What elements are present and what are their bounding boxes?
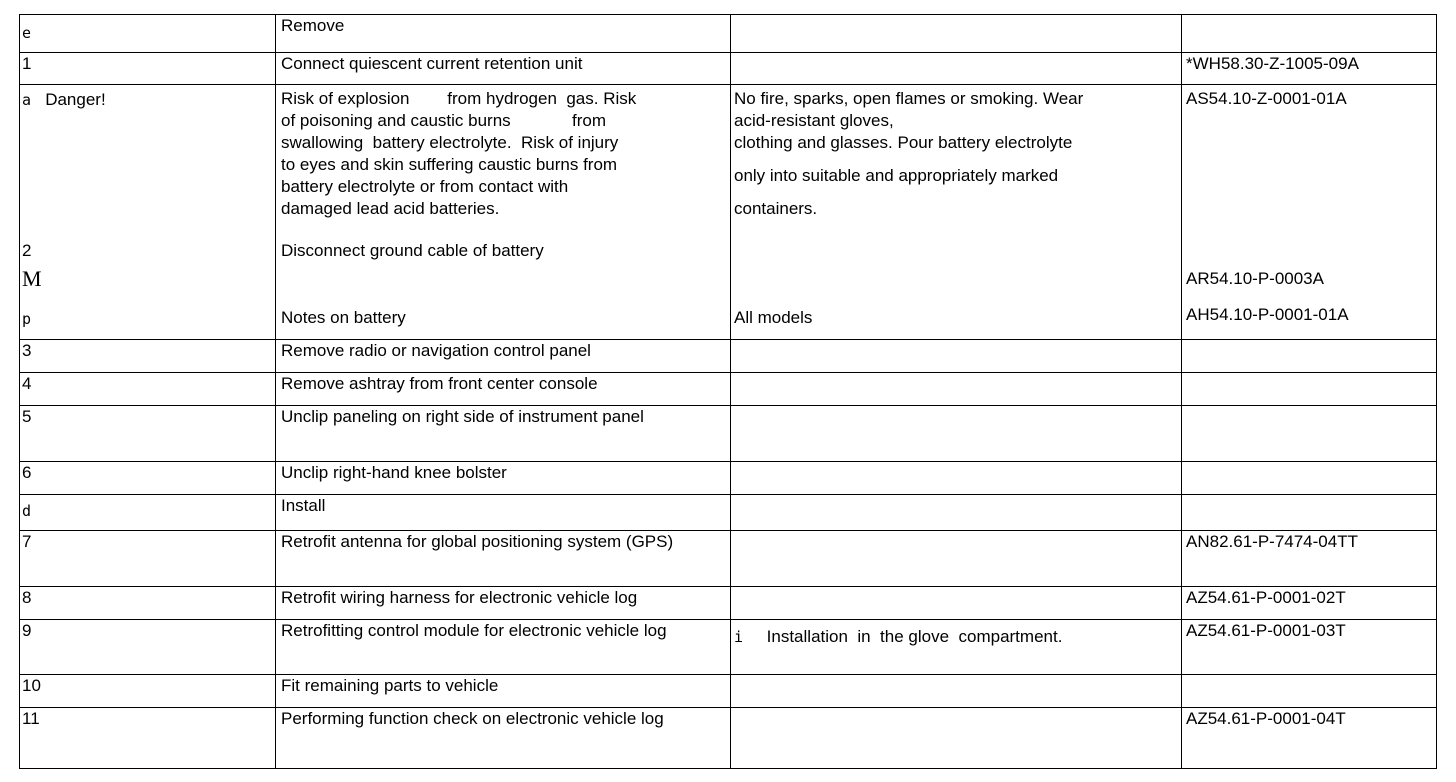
step-number: 8 — [22, 588, 32, 607]
step-number-cell — [20, 620, 276, 675]
step-text: Remove radio or navigation control panel — [281, 341, 591, 360]
step-text-cell — [276, 406, 731, 462]
empty-cell — [731, 531, 1182, 587]
danger-line: swallowing battery electrolyte. Risk of injury — [281, 133, 619, 152]
step-text-cell — [276, 340, 731, 373]
empty-cell — [731, 340, 1182, 373]
safety-measures — [734, 88, 1083, 220]
step-text: Retrofit wiring harness for electronic vehicle log — [281, 588, 638, 607]
step-number: 4 — [22, 374, 32, 393]
reference-cell[interactable] — [1182, 620, 1437, 675]
danger-line: to eyes and skin suffering caustic burns from — [281, 155, 618, 174]
measure-line: No fire, sparks, open flames or smoking. Wear — [734, 89, 1084, 108]
danger-line: damaged lead acid batteries. — [281, 199, 500, 218]
step-number: 3 — [22, 341, 32, 360]
step-text-cell — [276, 708, 731, 769]
step-number-cell — [20, 462, 276, 495]
m-symbol: M — [22, 266, 42, 291]
step-text-cell — [276, 675, 731, 708]
step-text: Retrofitting control module for electronic vehicle log — [281, 621, 667, 640]
reference-cell[interactable] — [1182, 531, 1437, 587]
empty-cell — [731, 406, 1182, 462]
empty-cell — [1182, 675, 1437, 708]
symbol-cell — [20, 495, 276, 531]
reference-link[interactable]: *WH58.30-Z-1005-09A — [1186, 54, 1359, 73]
reference-cell — [1182, 85, 1437, 340]
reference-link[interactable]: AZ54.61-P-0001-02T — [1186, 588, 1346, 607]
table-row — [20, 675, 1437, 708]
empty-cell — [731, 675, 1182, 708]
empty-cell — [731, 495, 1182, 531]
danger-label-text: Danger! — [45, 90, 106, 109]
table-row-block — [20, 85, 1437, 340]
danger-line: of poisoning and caustic burns from — [281, 111, 607, 130]
table-row — [20, 495, 1437, 531]
empty-cell — [1182, 340, 1437, 373]
reference-link[interactable]: AS54.10-Z-0001-01A — [1186, 89, 1347, 108]
step-number-cell — [20, 587, 276, 620]
step-text-cell — [276, 587, 731, 620]
empty-cell — [1182, 495, 1437, 531]
step-number-cell — [20, 708, 276, 769]
reference-cell[interactable] — [1182, 53, 1437, 85]
measure-line: acid-resistant gloves, — [734, 111, 894, 130]
step-number: 9 — [22, 621, 32, 640]
step-text-cell — [276, 15, 731, 53]
table-row — [20, 340, 1437, 373]
step-number: 11 — [22, 709, 40, 728]
step-text: Remove ashtray from front center console — [281, 374, 598, 393]
step-number-cell — [20, 675, 276, 708]
remove-symbol: e — [22, 24, 32, 42]
table-row — [20, 531, 1437, 587]
notes-link[interactable]: Notes on battery — [281, 308, 406, 327]
step-text-cell — [276, 373, 731, 406]
empty-cell — [731, 15, 1182, 53]
empty-cell — [731, 587, 1182, 620]
info-icon: i — [734, 628, 744, 646]
danger-line: battery electrolyte or from contact with — [281, 177, 569, 196]
step-text-cell — [276, 495, 731, 531]
step-number: 2 — [22, 241, 32, 260]
measures-cell — [731, 85, 1182, 340]
step-number-cell — [20, 373, 276, 406]
symbol-cell — [20, 85, 276, 340]
step-text-cell — [276, 620, 731, 675]
reference-link[interactable]: AZ54.61-P-0001-03T — [1186, 621, 1346, 640]
reference-link[interactable]: AH54.10-P-0001-01A — [1186, 305, 1349, 324]
step-number: 1 — [22, 54, 32, 73]
table-row — [20, 587, 1437, 620]
p-symbol: p — [22, 310, 32, 328]
empty-cell — [731, 53, 1182, 85]
danger-icon: a — [22, 91, 32, 109]
table-row — [20, 620, 1437, 675]
empty-cell — [731, 708, 1182, 769]
step-number: 7 — [22, 532, 32, 551]
table-row — [20, 708, 1437, 769]
step-text: Unclip paneling on right side of instrument panel — [281, 407, 644, 426]
step-text: Connect quiescent current retention unit — [281, 54, 583, 73]
measure-line: only into suitable and appropriately marked — [734, 166, 1059, 185]
step-number-cell — [20, 340, 276, 373]
empty-cell — [1182, 15, 1437, 53]
reference-link[interactable]: AN82.61-P-7474-04TT — [1186, 532, 1358, 551]
step-number-cell — [20, 53, 276, 85]
step-text-cell — [276, 53, 731, 85]
info-text: Installation in the glove compartment. — [766, 627, 1063, 646]
reference-cell[interactable] — [1182, 587, 1437, 620]
reference-link[interactable]: AZ54.61-P-0001-04T — [1186, 709, 1346, 728]
reference-cell[interactable] — [1182, 708, 1437, 769]
step-text: Retrofit antenna for global positioning system (GPS) — [281, 532, 674, 551]
empty-cell — [1182, 462, 1437, 495]
install-symbol: d — [22, 502, 32, 520]
table-row — [20, 15, 1437, 53]
table-row — [20, 462, 1437, 495]
step-text-cell — [276, 85, 731, 340]
measure-line: containers. — [734, 199, 818, 218]
table-row — [20, 53, 1437, 85]
info-note — [734, 626, 1181, 648]
measure-line: clothing and glasses. Pour battery electrolyte — [734, 133, 1073, 152]
danger-label — [22, 89, 106, 111]
reference-link[interactable]: AR54.10-P-0003A — [1186, 269, 1324, 288]
scope-text: All models — [734, 308, 813, 327]
empty-cell — [1182, 373, 1437, 406]
table-row — [20, 373, 1437, 406]
info-cell — [731, 620, 1182, 675]
empty-cell — [731, 462, 1182, 495]
symbol-cell — [20, 15, 276, 53]
step-text-cell — [276, 531, 731, 587]
step-text: Fit remaining parts to vehicle — [281, 676, 499, 695]
step-number-cell — [20, 406, 276, 462]
step-text: Performing function check on electronic vehicle log — [281, 709, 664, 728]
step-text: Unclip right-hand knee bolster — [281, 463, 507, 482]
step-text-cell — [276, 462, 731, 495]
step-number: 5 — [22, 407, 32, 426]
step-number: 6 — [22, 463, 32, 482]
danger-line: Risk of explosion from hydrogen gas. Risk — [281, 89, 637, 108]
step-number: 10 — [22, 676, 41, 695]
install-heading: Install — [281, 496, 326, 515]
step-text: Disconnect ground cable of battery — [281, 241, 544, 260]
empty-cell — [1182, 406, 1437, 462]
empty-cell — [731, 373, 1182, 406]
remove-heading: Remove — [281, 16, 345, 35]
table-row — [20, 406, 1437, 462]
step-number-cell — [20, 531, 276, 587]
work-procedure-table — [19, 14, 1437, 769]
danger-description — [281, 88, 636, 220]
